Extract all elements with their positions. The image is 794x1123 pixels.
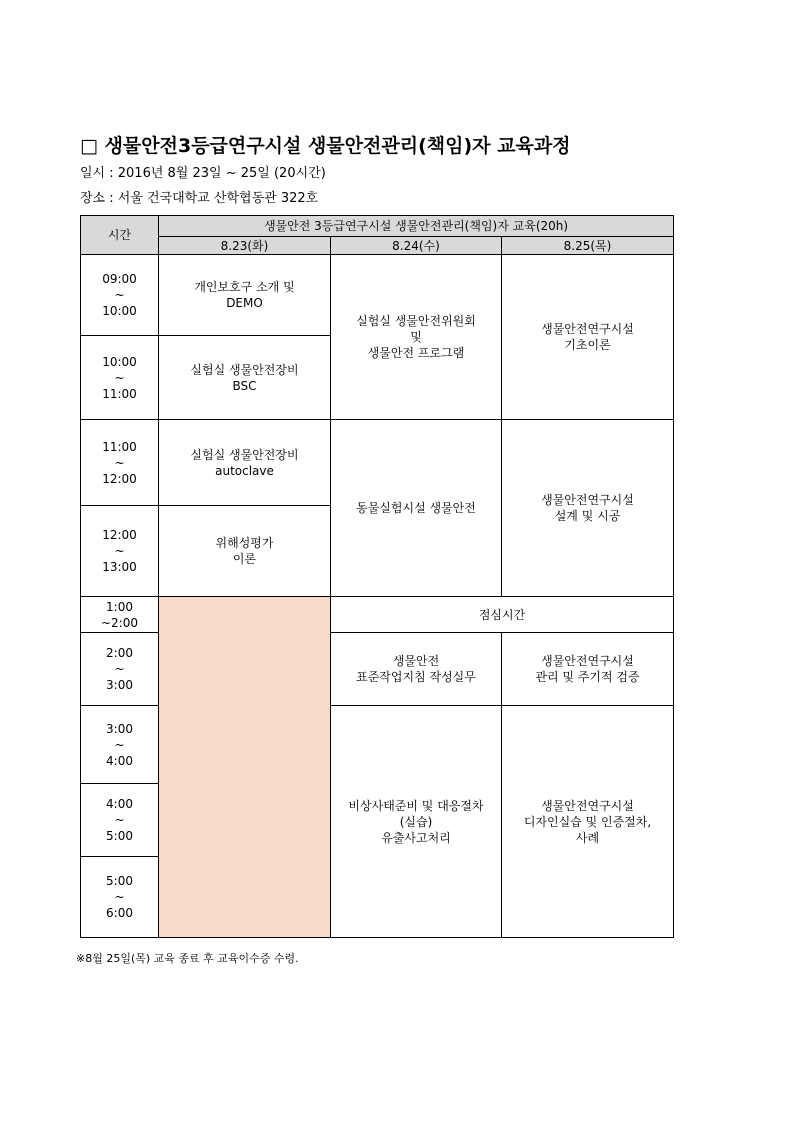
day-header-wed: 8.24(수) (331, 237, 502, 255)
session-line: autoclave (215, 463, 274, 478)
time-header: 시간 (81, 216, 159, 255)
time-slot (81, 706, 159, 784)
time-start: 09:00 (102, 272, 137, 286)
session-cell (502, 706, 674, 938)
session-line: (실습) (399, 814, 433, 829)
time-separator: ~ (114, 737, 125, 752)
session-cell (502, 255, 674, 420)
session-cell (331, 706, 502, 938)
time-slot (81, 420, 159, 506)
session-line: 개인보호구 소개 및 (194, 280, 295, 294)
session-line: 기초이론 (564, 338, 611, 352)
time-start: 10:00 (102, 354, 137, 369)
date-line: 일시 : 2016년 8월 23일 ~ 25일 (20시간) (80, 166, 326, 181)
time-end: 3:00 (106, 678, 133, 692)
session-cell (331, 255, 502, 420)
session-line: 생물안전연구시설 (541, 798, 634, 813)
session-line: 위해성평가 (215, 536, 274, 550)
time-start: 2:00 (106, 646, 133, 660)
schedule-table (80, 215, 674, 938)
time-end: 11:00 (102, 386, 137, 401)
time-start: 1:00 (106, 599, 133, 614)
session-line: 설계 및 시공 (554, 509, 621, 523)
session-line: 디자인실습 및 인증절차, (523, 814, 652, 829)
session-line: 생물안전 프로그램 (367, 346, 465, 360)
time-separator: ~ (114, 370, 125, 385)
course-header: 생물안전 3등급연구시설 생물안전관리(책임)자 교육(20h) (159, 216, 674, 237)
lunch-cell: 점심시간 (331, 597, 674, 633)
time-end: ~2:00 (100, 615, 138, 630)
session-cell (502, 633, 674, 706)
session-cell (502, 420, 674, 597)
time-separator: ~ (114, 813, 125, 827)
session-line: 동물실험시설 생물안전 (356, 501, 476, 515)
time-slot (81, 506, 159, 597)
session-line: 관리 및 주기적 검증 (535, 670, 640, 684)
session-line: DEMO (226, 296, 263, 310)
time-separator: ~ (114, 662, 125, 676)
time-slot (81, 633, 159, 706)
time-slot (81, 255, 159, 336)
session-line: 생물안전연구시설 (541, 654, 634, 668)
session-line: 실험실 생물안전장비 (190, 362, 299, 377)
session-line: 이론 (232, 552, 257, 566)
session-cell (159, 255, 331, 336)
footnote: ※8월 25일(목) 교육 종료 후 교육이수증 수령. (76, 952, 299, 965)
time-slot (81, 857, 159, 938)
day-header-thu: 8.25(목) (502, 237, 674, 255)
session-cell (331, 633, 502, 706)
time-end: 5:00 (106, 829, 133, 843)
time-slot (81, 784, 159, 857)
time-end: 4:00 (106, 753, 133, 768)
time-separator: ~ (114, 288, 125, 302)
session-line: 실험실 생물안전위원회 (356, 314, 476, 328)
time-end: 13:00 (102, 560, 137, 574)
location-line: 장소 : 서울 건국대학교 산학협동관 322호 (80, 191, 319, 206)
time-start: 4:00 (106, 797, 133, 811)
session-line: 및 (410, 330, 422, 344)
time-start: 5:00 (106, 874, 133, 888)
session-line: 생물안전연구시설 (541, 322, 634, 336)
time-start: 3:00 (106, 721, 133, 736)
time-separator: ~ (114, 455, 125, 470)
session-line: 표준작업지침 작성실무 (356, 670, 476, 684)
time-separator: ~ (114, 544, 125, 558)
session-line: 비상사태준비 및 대응절차 (348, 798, 484, 813)
session-cell (159, 420, 331, 506)
time-slot (81, 336, 159, 420)
day-header-tue: 8.23(화) (159, 237, 331, 255)
session-line: 실험실 생물안전장비 (190, 447, 299, 462)
time-end: 10:00 (102, 304, 137, 318)
session-line: 사례 (575, 830, 600, 845)
time-slot (81, 597, 159, 633)
time-start: 11:00 (102, 439, 137, 454)
session-cell (159, 506, 331, 597)
session-line: 유출사고처리 (381, 830, 451, 845)
time-end: 12:00 (102, 471, 137, 486)
session-line: 생물안전연구시설 (541, 493, 634, 507)
page-title: □ 생물안전3등급연구시설 생물안전관리(책임)자 교육과정 (80, 135, 571, 157)
session-line: BSC (232, 378, 257, 393)
session-line: 생물안전 (392, 654, 440, 668)
session-cell (159, 336, 331, 420)
session-cell (331, 420, 502, 597)
time-separator: ~ (114, 890, 125, 904)
time-end: 6:00 (106, 906, 133, 920)
time-start: 12:00 (102, 528, 137, 542)
empty-block (159, 597, 331, 938)
